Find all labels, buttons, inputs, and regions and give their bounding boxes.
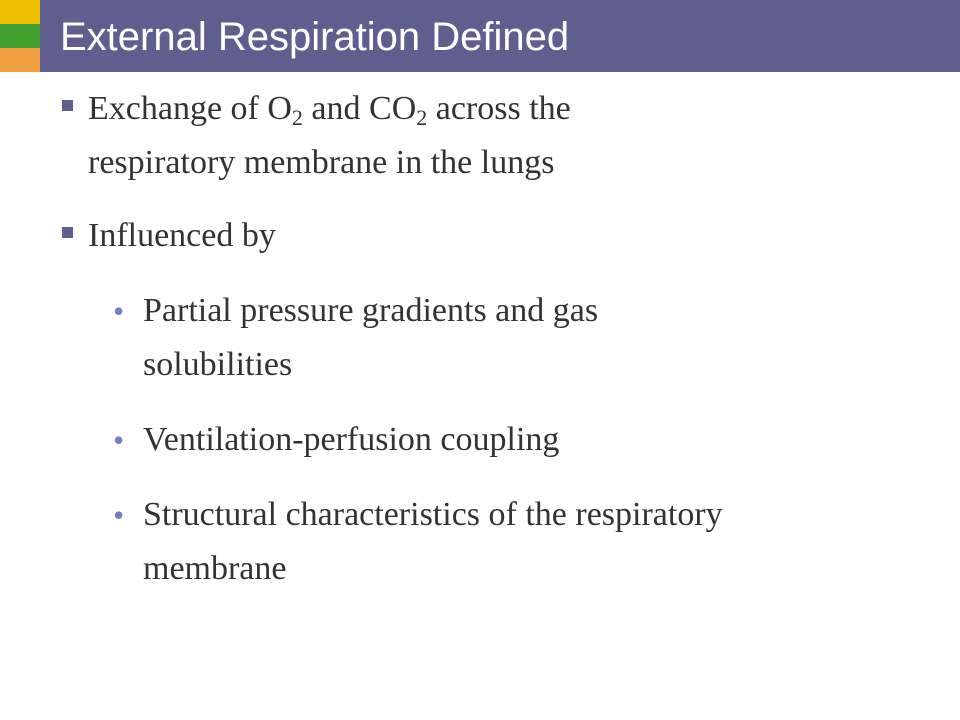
bullet-text-part: across the [427,90,571,127]
subscript: 2 [291,105,303,130]
bullet-text-part: Exchange of O [88,90,292,127]
sub-bullet-text: Structural characteristics of the respiratory [143,496,723,533]
sub-bullet-text-line2: solubilities [143,346,293,383]
slide-title: External Respiration Defined [60,15,570,59]
bullet-text-line2: respiratory membrane in the lungs [88,144,555,181]
dot-bullet-icon: • [113,293,125,329]
dot-bullet-icon: • [113,422,125,458]
bullet-text-part: and CO [302,90,417,127]
sub-bullet-text: Partial pressure gradients and gas [143,292,599,329]
bullet-text [88,82,908,136]
dot-bullet-icon: • [113,497,125,533]
subscript: 2 [416,105,428,130]
square-bullet-icon [62,227,73,238]
square-bullet-icon [62,100,73,111]
sub-bullet-text: Ventilation-perfusion coupling [143,421,560,458]
bullet-text: Influenced by [88,217,276,254]
sub-bullet-text-line2: membrane [143,550,287,587]
